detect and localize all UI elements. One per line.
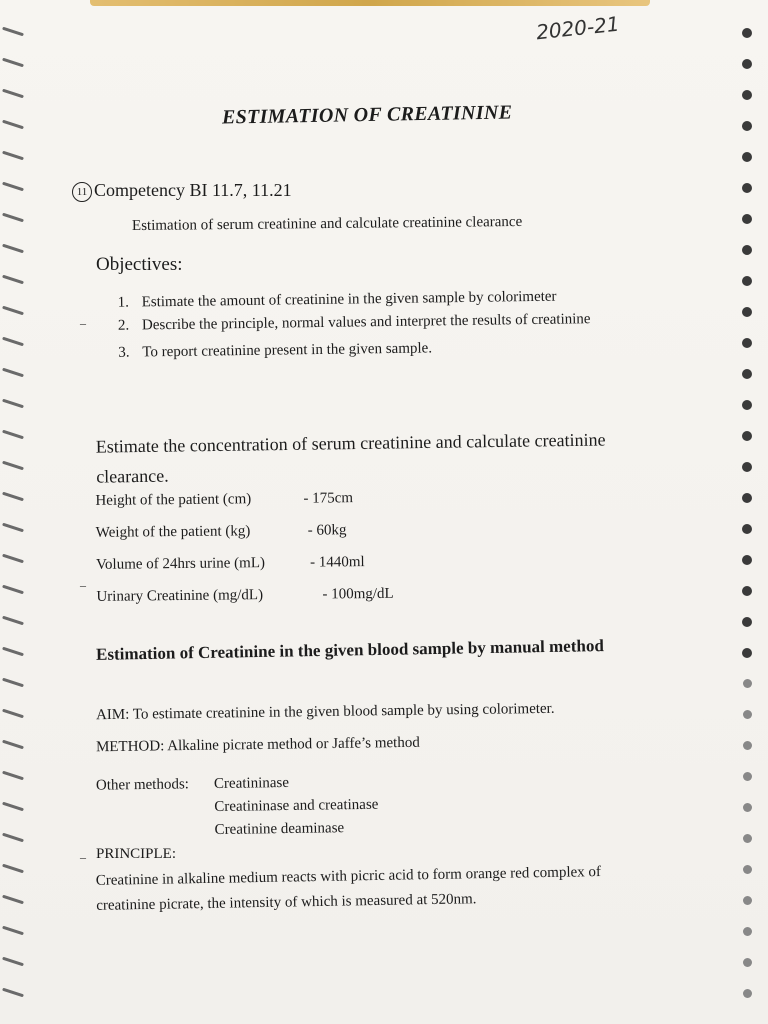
- other-methods: [95, 773, 379, 838]
- binder-hole: [743, 896, 752, 905]
- objectives-heading: Objectives:: [96, 254, 183, 275]
- competency-description: Estimation of serum creatinine and calculate creatinine clearance: [131, 213, 523, 235]
- principle-text: Creatinine in alkaline medium reacts with picric acid to form orange red complex of creatinine picrate, the intensity of which is measured at 520nm.: [95, 864, 602, 914]
- torn-left-edge: [0, 0, 28, 1024]
- torn-edge-mark: [2, 771, 24, 781]
- binder-hole: [742, 524, 752, 534]
- binder-hole: [742, 462, 752, 472]
- torn-edge-mark: [2, 647, 24, 657]
- torn-edge-mark: [2, 895, 24, 905]
- patient-data-row: [96, 554, 365, 589]
- method-statement: METHOD: Alkaline picrate method or Jaffe’s method: [95, 734, 420, 756]
- binder-hole: [742, 493, 752, 503]
- binder-hole: [742, 307, 752, 317]
- other-methods-list: [214, 771, 379, 842]
- torn-edge-mark: [2, 89, 24, 99]
- binder-hole: [742, 338, 752, 348]
- binder-hole: [743, 989, 752, 998]
- section-heading: Estimation of Creatinine in the given blood sample by manual method: [95, 636, 604, 664]
- binder-hole: [742, 276, 752, 286]
- binder-hole: [742, 369, 752, 379]
- aim-statement: AIM: To estimate creatinine in the given blood sample by using colorimeter.: [95, 700, 555, 724]
- binder-hole: [742, 121, 752, 131]
- other-method-item: Creatininase and creatinase: [214, 796, 379, 815]
- patient-data-label: Urinary Creatinine (mg/dL): [96, 587, 264, 605]
- margin-mark: –: [80, 850, 86, 864]
- handwritten-year-note: 2020-21: [534, 11, 621, 45]
- binder-hole: [742, 28, 752, 38]
- objective-text: Describe the principle, normal values and interpret the results of creatinine: [141, 311, 591, 334]
- binder-hole: [742, 183, 752, 193]
- torn-edge-mark: [2, 120, 24, 130]
- task-statement: Estimate the concentration of serum creatinine and calculate creatinine clearance.: [95, 429, 606, 487]
- torn-edge-mark: [2, 430, 24, 440]
- objective-item: [118, 334, 658, 365]
- torn-edge-mark: [2, 368, 24, 378]
- torn-edge-mark: [2, 616, 24, 626]
- patient-data-value: - 175cm: [303, 490, 354, 507]
- binder-hole: [743, 958, 752, 967]
- torn-edge-mark: [2, 399, 24, 409]
- patient-data-label: Height of the patient (cm): [95, 491, 252, 509]
- patient-data-row: [96, 585, 394, 621]
- binder-holes: [728, 0, 768, 1024]
- binder-hole: [743, 741, 752, 750]
- torn-edge-mark: [2, 709, 24, 719]
- torn-edge-mark: [2, 833, 24, 843]
- binder-hole: [742, 152, 752, 162]
- torn-edge-mark: [2, 27, 24, 37]
- torn-edge-mark: [2, 461, 24, 471]
- binder-hole: [742, 245, 752, 255]
- binder-hole: [743, 679, 752, 688]
- torn-edge-mark: [2, 275, 24, 285]
- patient-data-row: [95, 490, 354, 525]
- circled-number-marker: 11: [72, 182, 92, 202]
- competency-label: Competency BI 11.7, 11.21: [94, 180, 292, 200]
- objective-number: 3.: [118, 344, 130, 361]
- patient-data-value: - 1440ml: [309, 554, 365, 571]
- torn-edge-mark: [2, 58, 24, 68]
- torn-edge-mark: [2, 864, 24, 874]
- torn-edge-mark: [2, 957, 24, 967]
- other-method-item: Creatininase: [213, 774, 290, 793]
- binder-hole: [743, 772, 752, 781]
- torn-edge-mark: [2, 182, 24, 192]
- binder-hole: [742, 59, 752, 69]
- binder-hole: [743, 803, 752, 812]
- torn-edge-mark: [2, 213, 24, 223]
- page-top-edge: [90, 0, 650, 6]
- binder-hole: [742, 555, 752, 565]
- torn-edge-mark: [2, 492, 24, 502]
- objective-text: To report creatinine present in the given sample.: [142, 340, 433, 361]
- patient-data-value: - 100mg/dL: [322, 585, 394, 603]
- patient-data-row: [95, 522, 347, 557]
- binder-hole: [742, 431, 752, 441]
- objectives-list: [118, 284, 659, 365]
- torn-edge-mark: [2, 523, 24, 533]
- binder-hole: [742, 90, 752, 100]
- torn-edge-mark: [2, 988, 24, 998]
- margin-mark: –: [80, 316, 86, 330]
- competency-line: [72, 180, 292, 202]
- binder-hole: [742, 400, 752, 410]
- patient-data-list: [95, 490, 394, 621]
- page-title: ESTIMATION OF CREATININE: [221, 101, 513, 129]
- binder-hole: [742, 586, 752, 596]
- patient-data-label: Volume of 24hrs urine (mL): [96, 555, 266, 573]
- binder-hole: [743, 710, 752, 719]
- torn-edge-mark: [2, 554, 24, 564]
- torn-edge-mark: [2, 926, 24, 936]
- margin-mark: –: [80, 578, 86, 592]
- patient-data-value: - 60kg: [307, 522, 347, 539]
- principle-heading: PRINCIPLE:: [96, 846, 177, 862]
- objective-number: 2.: [117, 317, 130, 334]
- other-method-item: Creatinine deaminase: [214, 820, 345, 838]
- other-methods-label: Other methods:: [95, 776, 190, 794]
- torn-edge-mark: [2, 740, 24, 750]
- torn-edge-mark: [2, 244, 24, 254]
- torn-edge-mark: [2, 306, 24, 316]
- objective-number: 1.: [117, 294, 130, 311]
- binder-hole: [742, 617, 752, 627]
- binder-hole: [742, 214, 752, 224]
- torn-edge-mark: [2, 151, 24, 161]
- binder-hole: [743, 834, 752, 843]
- torn-edge-mark: [2, 585, 24, 595]
- binder-hole: [742, 648, 752, 658]
- torn-edge-mark: [2, 802, 24, 812]
- torn-edge-mark: [2, 678, 24, 688]
- objective-text: Estimate the amount of creatinine in the given sample by colorimeter: [141, 288, 557, 311]
- patient-data-label: Weight of the patient (kg): [95, 523, 251, 541]
- torn-edge-mark: [2, 337, 24, 347]
- binder-hole: [743, 927, 752, 936]
- binder-hole: [743, 865, 752, 874]
